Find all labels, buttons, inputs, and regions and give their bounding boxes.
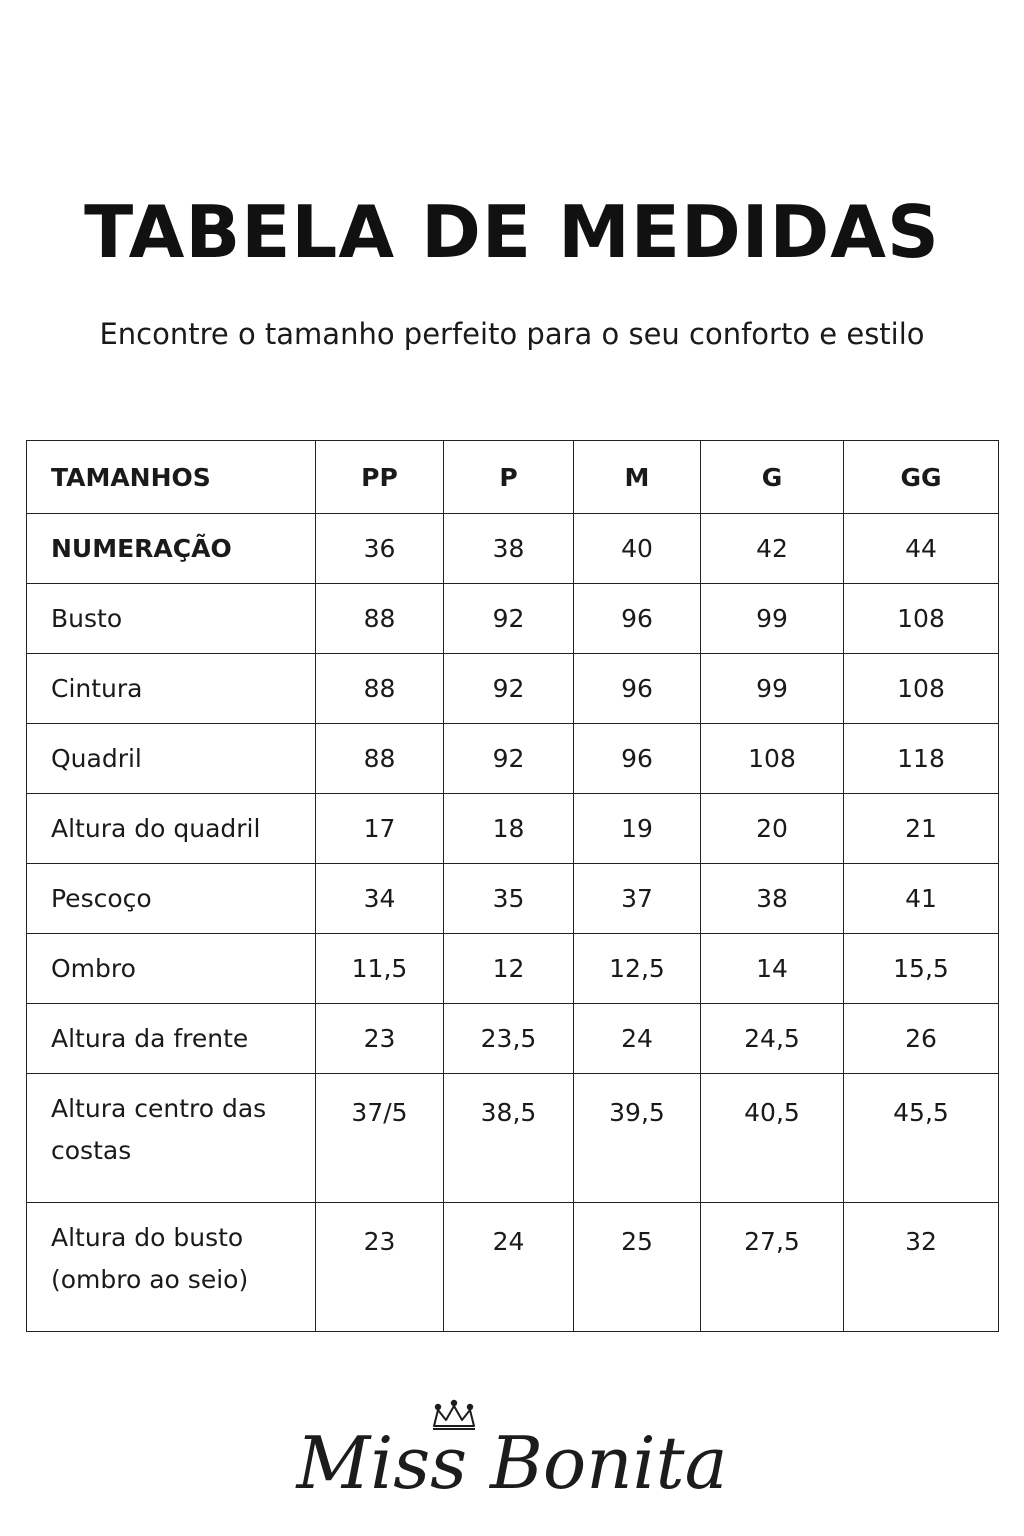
page-title: TABELA DE MEDIDAS [84, 190, 940, 274]
page-subtitle: Encontre o tamanho perfeito para o seu conforto e estilo [99, 317, 925, 351]
table-row-pescoco [27, 864, 999, 934]
table-cell: 42 [701, 514, 844, 584]
table-cell: 15,5 [844, 934, 999, 1004]
table-cell: 12 [444, 934, 574, 1004]
table-cell: 108 [844, 654, 999, 724]
row-label: Ombro [27, 934, 316, 1004]
table-cell: 25 [574, 1203, 701, 1332]
table-cell: 24 [574, 1004, 701, 1074]
table-cell: 92 [444, 724, 574, 794]
table-cell: 39,5 [574, 1074, 701, 1203]
table-cell: 88 [316, 584, 444, 654]
table-cell: 23,5 [444, 1004, 574, 1074]
table-cell: 20 [701, 794, 844, 864]
row-label: Altura centro das costas [27, 1074, 316, 1203]
table-cell: 12,5 [574, 934, 701, 1004]
table-cell: 92 [444, 654, 574, 724]
table-cell: 26 [844, 1004, 999, 1074]
table-cell: 44 [844, 514, 999, 584]
table-cell: 96 [574, 584, 701, 654]
table-cell: 27,5 [701, 1203, 844, 1332]
row-label: NUMERAÇÃO [27, 514, 316, 584]
header-cell-tamanhos: TAMANHOS [27, 441, 316, 514]
header-cell-pp: PP [316, 441, 444, 514]
table-cell: 38 [701, 864, 844, 934]
brand-logo-text: Miss Bonita [296, 1421, 728, 1505]
table-cell: 24 [444, 1203, 574, 1332]
table-row-cintura [27, 654, 999, 724]
table-row-altura-do-quadril [27, 794, 999, 864]
table-cell: 35 [444, 864, 574, 934]
table-cell: 19 [574, 794, 701, 864]
row-label: Busto [27, 584, 316, 654]
row-label: Altura da frente [27, 1004, 316, 1074]
header-cell-p: P [444, 441, 574, 514]
table-row-ombro [27, 934, 999, 1004]
row-label: Cintura [27, 654, 316, 724]
row-label: Quadril [27, 724, 316, 794]
table-cell: 108 [844, 584, 999, 654]
table-cell: 38,5 [444, 1074, 574, 1203]
table-cell: 32 [844, 1203, 999, 1332]
table-row-numeracao [27, 514, 999, 584]
table-cell: 11,5 [316, 934, 444, 1004]
header-cell-g: G [701, 441, 844, 514]
table-header-row [27, 441, 999, 514]
table-cell: 14 [701, 934, 844, 1004]
table-row-altura-do-busto [27, 1203, 999, 1332]
row-label: Altura do quadril [27, 794, 316, 864]
table-row-busto [27, 584, 999, 654]
table-row-altura-da-frente [27, 1004, 999, 1074]
table-cell: 40 [574, 514, 701, 584]
table-cell: 24,5 [701, 1004, 844, 1074]
table-cell: 38 [444, 514, 574, 584]
size-table [26, 440, 999, 1332]
header-cell-gg: GG [844, 441, 999, 514]
table-cell: 34 [316, 864, 444, 934]
table-cell: 118 [844, 724, 999, 794]
table-cell: 96 [574, 654, 701, 724]
table-cell: 99 [701, 584, 844, 654]
table-cell: 92 [444, 584, 574, 654]
table-cell: 96 [574, 724, 701, 794]
table-cell: 99 [701, 654, 844, 724]
table-cell: 36 [316, 514, 444, 584]
table-cell: 40,5 [701, 1074, 844, 1203]
table-row-altura-centro-das-costas [27, 1074, 999, 1203]
row-label: Pescoço [27, 864, 316, 934]
table-cell: 23 [316, 1004, 444, 1074]
table-cell: 21 [844, 794, 999, 864]
header-cell-m: M [574, 441, 701, 514]
table-cell: 37 [574, 864, 701, 934]
row-label: Altura do busto (ombro ao seio) [27, 1203, 316, 1332]
table-cell: 88 [316, 724, 444, 794]
table-cell: 17 [316, 794, 444, 864]
table-cell: 108 [701, 724, 844, 794]
table-cell: 23 [316, 1203, 444, 1332]
table-cell: 18 [444, 794, 574, 864]
table-row-quadril [27, 724, 999, 794]
brand-logo [0, 1396, 1024, 1506]
table-cell: 37/5 [316, 1074, 444, 1203]
table-cell: 45,5 [844, 1074, 999, 1203]
table-cell: 41 [844, 864, 999, 934]
table-cell: 88 [316, 654, 444, 724]
